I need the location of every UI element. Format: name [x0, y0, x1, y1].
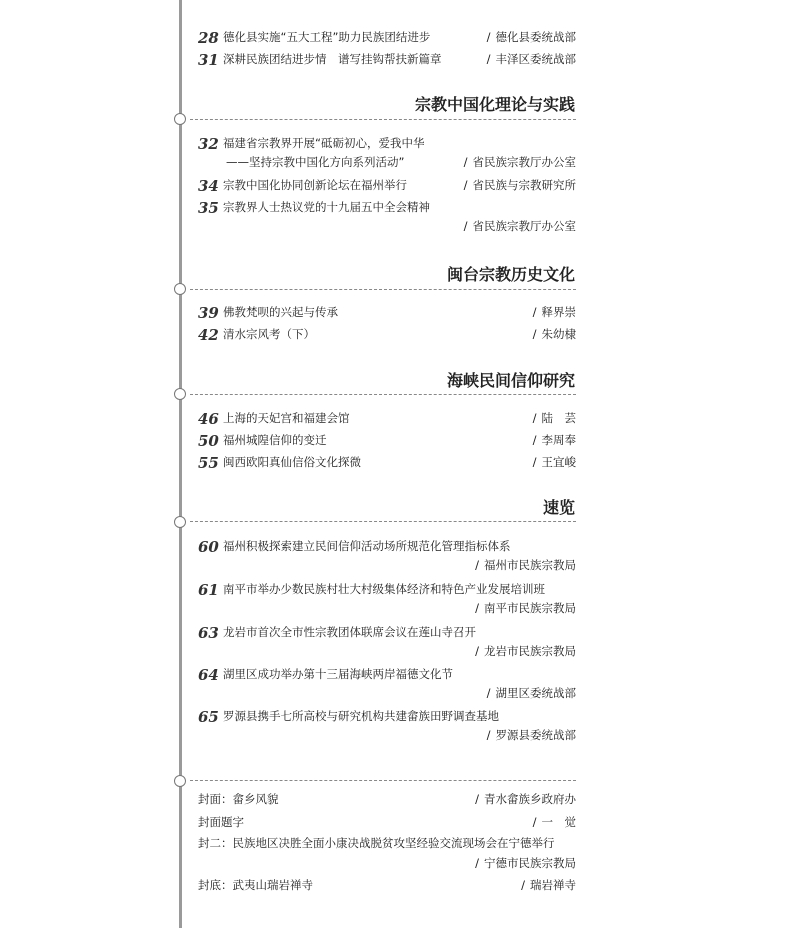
dashed-divider: [190, 119, 576, 120]
cover-credit: [198, 876, 576, 896]
section-title: 宗教中国化理论与实践: [414, 95, 575, 114]
cover-author: / 一 觉: [532, 815, 576, 829]
page-number: 60: [198, 538, 219, 556]
article-author: / 南平市民族宗教局: [475, 601, 576, 615]
cover-label: 封底：武夷山瑞岩禅寺: [198, 878, 313, 892]
timeline-node: [174, 516, 186, 528]
cover-label: 封面题字: [198, 815, 244, 829]
page-number: 32: [198, 135, 219, 153]
page-number: 35: [198, 199, 219, 217]
toc-entry[interactable]: [198, 707, 576, 727]
article-author: / 省民族宗教厅办公室: [463, 219, 576, 233]
article-author: / 释界崇: [532, 305, 576, 319]
article-title: 宗教界人士热议党的十九届五中全会精神: [223, 200, 430, 214]
page-number: 63: [198, 624, 219, 642]
article-title: 南平市举办少数民族村壮大村级集体经济和特色产业发展培训班: [223, 582, 545, 596]
toc-entry[interactable]: [198, 325, 576, 345]
dashed-divider: [190, 521, 576, 522]
cover-credit: [198, 813, 576, 833]
article-author: / 省民族与宗教研究所: [463, 178, 576, 192]
page-number: 28: [198, 29, 219, 47]
cover-credit: [198, 790, 576, 810]
article-author: / 省民族宗教厅办公室: [463, 155, 576, 169]
page-number: 61: [198, 581, 219, 599]
dashed-divider: [190, 394, 576, 395]
cover-author: / 宁德市民族宗教局: [475, 856, 576, 870]
cover-credit-continued: [198, 854, 576, 874]
article-title: 罗源县携手七所高校与研究机构共建畲族田野调查基地: [223, 709, 499, 723]
article-title: 福建省宗教界开展“砥砺初心，爱我中华: [223, 136, 425, 150]
article-title: 德化县实施“五大工程”助力民族团结进步: [223, 30, 431, 44]
toc-entry[interactable]: [198, 623, 576, 643]
page-number: 39: [198, 304, 219, 322]
toc-entry[interactable]: [198, 431, 576, 451]
section-title: 闽台宗教历史文化: [446, 265, 575, 284]
toc-entry[interactable]: [198, 537, 576, 557]
timeline-node: [174, 775, 186, 787]
article-author: / 罗源县委统战部: [486, 728, 576, 742]
article-title: 清水宗风考（下）: [223, 327, 315, 341]
timeline-rail: [179, 0, 182, 928]
article-author: / 福州市民族宗教局: [475, 558, 576, 572]
toc-entry[interactable]: [198, 453, 576, 473]
article-author: / 德化县委统战部: [486, 30, 576, 44]
toc-entry-continued[interactable]: [198, 684, 576, 704]
toc-entry[interactable]: [198, 50, 576, 70]
article-title: 佛教梵呗的兴起与传承: [223, 305, 338, 319]
page-number: 34: [198, 177, 219, 195]
article-author: / 丰泽区委统战部: [486, 52, 576, 66]
article-title: 湖里区成功举办第十三届海峡两岸福德文化节: [223, 667, 453, 681]
cover-credit: [198, 834, 576, 854]
toc-entry[interactable]: [198, 134, 576, 154]
article-author: / 李周奉: [532, 433, 576, 447]
toc-entry-continued[interactable]: [198, 217, 576, 237]
toc-entry-continued[interactable]: [198, 153, 576, 173]
page-number: 50: [198, 432, 219, 450]
article-author: / 湖里区委统战部: [486, 686, 576, 700]
article-title: 上海的天妃宫和福建会馆: [223, 411, 350, 425]
section-title: 速览: [542, 498, 575, 517]
toc-entry-continued[interactable]: [198, 642, 576, 662]
toc-entry[interactable]: [198, 580, 576, 600]
timeline-node: [174, 388, 186, 400]
page-number: 31: [198, 51, 219, 69]
article-title: 闽西欧阳真仙信俗文化探微: [223, 455, 361, 469]
article-title: 深耕民族团结进步情 谱写挂钩帮扶新篇章: [223, 52, 442, 66]
toc-entry-continued[interactable]: [198, 556, 576, 576]
article-title-line2: ——坚持宗教中国化方向系列活动”: [226, 155, 405, 169]
cover-label: 封二：民族地区决胜全面小康决战脱贫攻坚经验交流现场会在宁德举行: [198, 836, 555, 850]
dashed-divider: [190, 289, 576, 290]
timeline-node: [174, 283, 186, 295]
article-title: 龙岩市首次全市性宗教团体联席会议在莲山寺召开: [223, 625, 476, 639]
cover-author: / 瑞岩禅寺: [521, 878, 576, 892]
page-number: 42: [198, 326, 219, 344]
article-title: 福州城隍信仰的变迁: [223, 433, 327, 447]
dashed-divider: [190, 780, 576, 781]
article-author: / 王宜峻: [532, 455, 576, 469]
section-title: 海峡民间信仰研究: [446, 371, 575, 390]
page-number: 64: [198, 666, 219, 684]
cover-author: / 青水畲族乡政府办: [475, 792, 576, 806]
article-author: / 陆 芸: [532, 411, 576, 425]
article-author: / 朱幼棣: [532, 327, 576, 341]
article-title: 福州积极探索建立民间信仰活动场所规范化管理指标体系: [223, 539, 511, 553]
page-number: 65: [198, 708, 219, 726]
page-number: 46: [198, 410, 219, 428]
toc-entry[interactable]: [198, 303, 576, 323]
toc-entry[interactable]: [198, 176, 576, 196]
toc-entry[interactable]: [198, 198, 576, 218]
toc-entry[interactable]: [198, 28, 576, 48]
page-number: 55: [198, 454, 219, 472]
toc-entry-continued[interactable]: [198, 599, 576, 619]
article-author: / 龙岩市民族宗教局: [475, 644, 576, 658]
cover-label: 封面：畲乡风貌: [198, 792, 279, 806]
toc-entry-continued[interactable]: [198, 726, 576, 746]
toc-entry[interactable]: [198, 409, 576, 429]
timeline-node: [174, 113, 186, 125]
toc-entry[interactable]: [198, 665, 576, 685]
article-title: 宗教中国化协同创新论坛在福州举行: [223, 178, 407, 192]
